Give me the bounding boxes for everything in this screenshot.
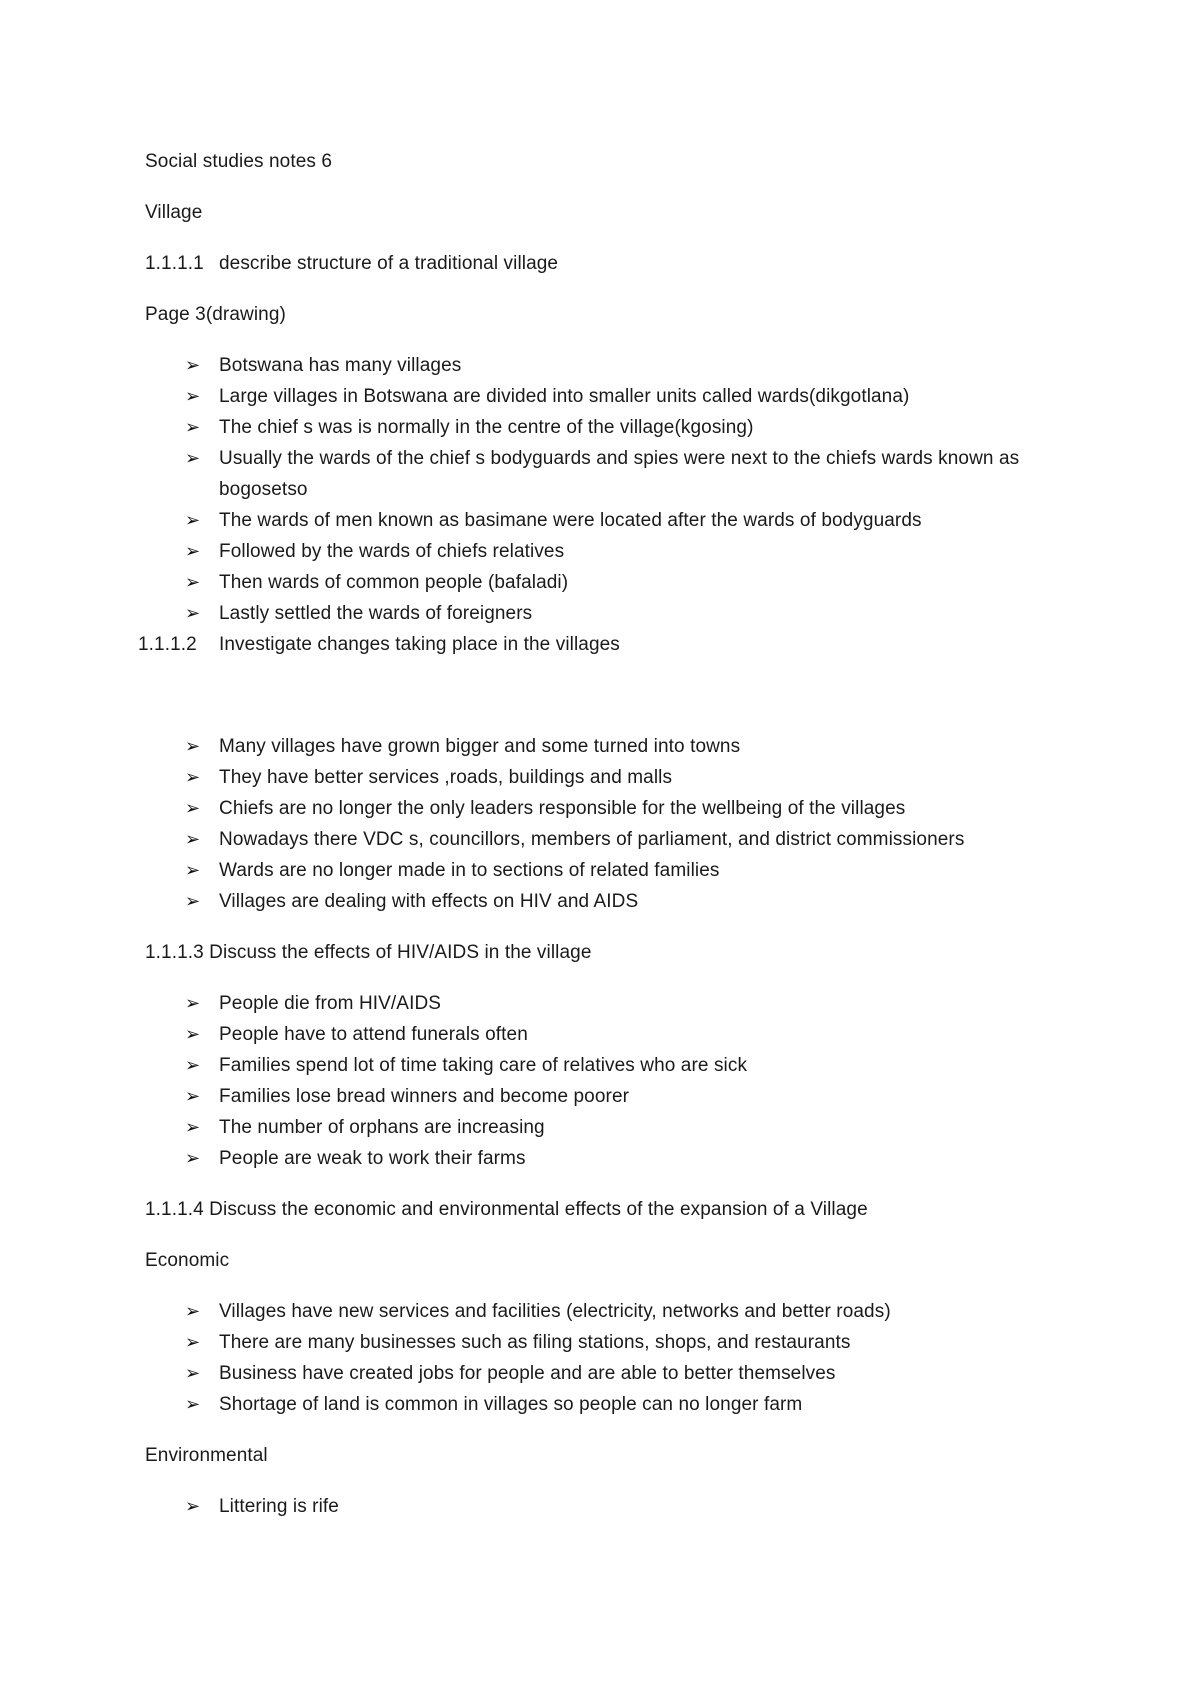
list-item: [145, 536, 1085, 567]
section-heading-1-1-1-3: 1.1.1.3 Discuss the effects of HIV/AIDS in the village: [145, 942, 592, 963]
list-item: [145, 443, 1085, 505]
bullet-list-changes: [145, 731, 1085, 917]
list-item-text: Large villages in Botswana are divided into smaller units called wards(dikgotlana): [219, 386, 910, 407]
arrow-bullet-icon: ➢: [185, 603, 201, 623]
list-item: [145, 855, 1085, 886]
document-body: [138, 146, 1085, 1542]
arrow-bullet-icon: ➢: [185, 448, 201, 468]
list-item: [145, 762, 1085, 793]
list-item: [145, 1358, 1085, 1389]
list-item-text: Villages have new services and facilities (electricity, networks and better roads): [219, 1301, 891, 1322]
bullet-list-economic: [145, 1296, 1085, 1420]
section-note: Page 3(drawing): [145, 304, 286, 325]
subsection-label-economic: Economic: [145, 1250, 230, 1271]
list-item-text: Nowadays there VDC s, councillors, members of parliament, and district commissioners: [219, 829, 965, 850]
list-item-text: Families spend lot of time taking care of relatives who are sick: [219, 1055, 748, 1076]
arrow-bullet-icon: ➢: [185, 510, 201, 530]
list-item: [145, 1019, 1085, 1050]
arrow-bullet-icon: ➢: [185, 829, 201, 849]
list-item: [145, 505, 1085, 536]
list-item-text: The chief s was is normally in the centre of the village(kgosing): [219, 417, 754, 438]
blank-space: [145, 660, 1085, 731]
section-number: 1.1.1.2: [138, 634, 197, 655]
list-item: [145, 731, 1085, 762]
section-title: describe structure of a traditional village: [219, 253, 559, 274]
list-item-text: Followed by the wards of chiefs relatives: [219, 541, 565, 562]
section-title: Investigate changes taking place in the villages: [219, 634, 620, 655]
arrow-bullet-icon: ➢: [185, 1394, 201, 1414]
arrow-bullet-icon: ➢: [185, 860, 201, 880]
arrow-bullet-icon: ➢: [185, 1363, 201, 1383]
bullet-list-structure: [145, 350, 1085, 629]
arrow-bullet-icon: ➢: [185, 1024, 201, 1044]
list-item: [145, 886, 1085, 917]
list-item-text: Littering is rife: [219, 1496, 339, 1517]
list-item-text: Botswana has many villages: [219, 355, 462, 376]
list-item-text: Then wards of common people (bafaladi): [219, 572, 569, 593]
list-item: [145, 567, 1085, 598]
arrow-bullet-icon: ➢: [185, 993, 201, 1013]
list-item: [145, 381, 1085, 412]
arrow-bullet-icon: ➢: [185, 1055, 201, 1075]
arrow-bullet-icon: ➢: [185, 891, 201, 911]
arrow-bullet-icon: ➢: [185, 1301, 201, 1321]
arrow-bullet-icon: ➢: [185, 767, 201, 787]
list-item: [145, 793, 1085, 824]
arrow-bullet-icon: ➢: [185, 1117, 201, 1137]
list-item-text: Shortage of land is common in villages so people can no longer farm: [219, 1394, 803, 1415]
list-item: [145, 1296, 1085, 1327]
list-item: [145, 1327, 1085, 1358]
list-item-text: People are weak to work their farms: [219, 1148, 526, 1169]
list-item-text: Chiefs are no longer the only leaders responsible for the wellbeing of the villages: [219, 798, 906, 819]
list-item-text: The wards of men known as basimane were located after the wards of bodyguards: [219, 510, 922, 531]
list-item: [145, 824, 1085, 855]
list-item-text: Business have created jobs for people and are able to better themselves: [219, 1363, 836, 1384]
section-number: 1.1.1.1: [145, 253, 204, 274]
list-item-text: They have better services ,roads, buildings and malls: [219, 767, 673, 788]
bullet-list-environmental: [145, 1491, 1085, 1522]
list-item-text: Families lose bread winners and become poorer: [219, 1086, 630, 1107]
list-item-text: Wards are no longer made in to sections of related families: [219, 860, 720, 881]
arrow-bullet-icon: ➢: [185, 1332, 201, 1352]
list-item-text: People have to attend funerals often: [219, 1024, 528, 1045]
arrow-bullet-icon: ➢: [185, 798, 201, 818]
arrow-bullet-icon: ➢: [185, 1496, 201, 1516]
arrow-bullet-icon: ➢: [185, 417, 201, 437]
list-item: [145, 1081, 1085, 1112]
arrow-bullet-icon: ➢: [185, 355, 201, 375]
list-item-text: Lastly settled the wards of foreigners: [219, 603, 533, 624]
list-item: [145, 350, 1085, 381]
list-item-text: The number of orphans are increasing: [219, 1117, 545, 1138]
subsection-label-environmental: Environmental: [145, 1445, 268, 1466]
list-item: [145, 1112, 1085, 1143]
list-item: [145, 1050, 1085, 1081]
list-item-text: Usually the wards of the chief s bodyguards and spies were next to the chiefs wards known as bogosetso: [219, 448, 1020, 500]
arrow-bullet-icon: ➢: [185, 541, 201, 561]
list-item: [145, 598, 1085, 629]
arrow-bullet-icon: ➢: [185, 1086, 201, 1106]
section-heading-1-1-1-1: [145, 248, 1085, 279]
list-item-text: Many villages have grown bigger and some turned into towns: [219, 736, 741, 757]
list-item: [145, 1389, 1085, 1420]
bullet-list-hiv-effects: [145, 988, 1085, 1174]
list-item-text: People die from HIV/AIDS: [219, 993, 442, 1014]
document-title: Social studies notes 6: [145, 151, 333, 172]
list-item: [145, 988, 1085, 1019]
list-item-text: Villages are dealing with effects on HIV and AIDS: [219, 891, 639, 912]
section-heading-1-1-1-4: 1.1.1.4 Discuss the economic and environmental effects of the expansion of a Village: [145, 1199, 868, 1220]
list-item: [145, 412, 1085, 443]
list-item: [145, 1143, 1085, 1174]
arrow-bullet-icon: ➢: [185, 572, 201, 592]
list-item-text: There are many businesses such as filing stations, shops, and restaurants: [219, 1332, 851, 1353]
topic-heading: Village: [145, 202, 203, 223]
list-item: [145, 1491, 1085, 1522]
arrow-bullet-icon: ➢: [185, 736, 201, 756]
arrow-bullet-icon: ➢: [185, 386, 201, 406]
arrow-bullet-icon: ➢: [185, 1148, 201, 1168]
section-heading-1-1-1-2: [138, 629, 1085, 660]
